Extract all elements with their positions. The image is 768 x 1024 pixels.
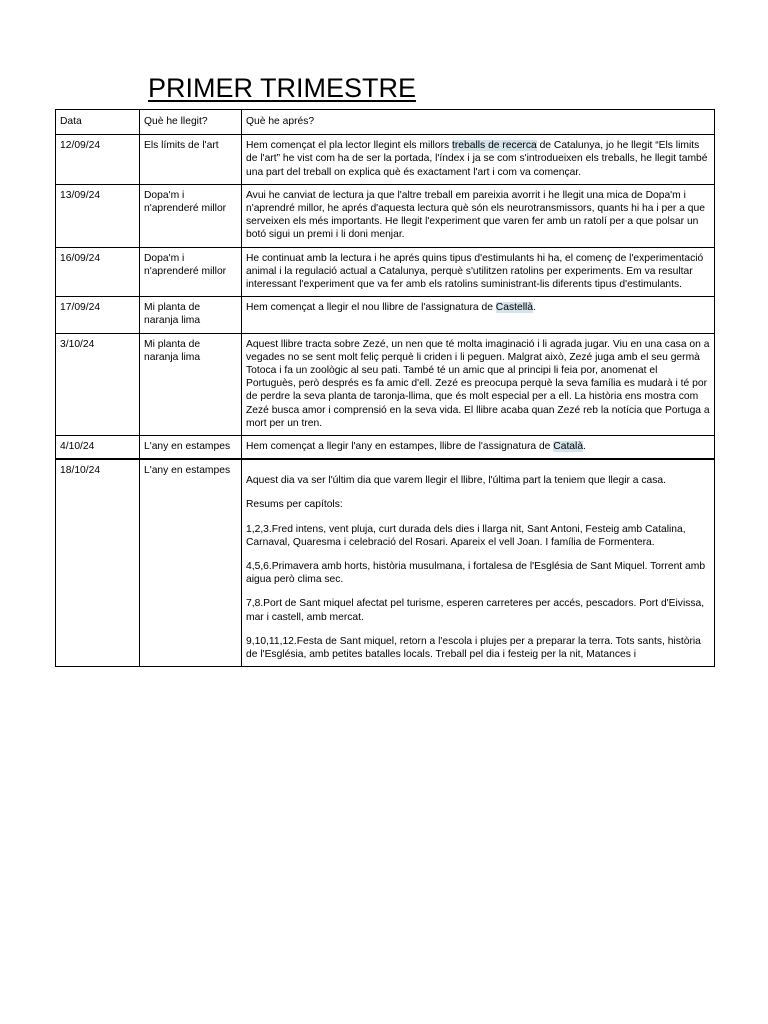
summary-paragraph: 9,10,11,12.Festa de Sant miquel, retorn a l'escola i plujes per a preparar la terra. Tots sants, història de l'Església, amb petites batalles locals. Treball pel dia i festeig per la nit, Matances i [246,635,701,661]
row-read: L'any en estampes [140,436,242,460]
table-row [56,459,715,667]
summary-paragraph: 7,8.Port de Sant miquel afectat pel turisme, esperen carreteres per accés, pescadors. Port d'Eivissa, mar i castell, amb mercat. [246,598,705,623]
table-row [56,247,715,297]
page-title: PRIMER TRIMESTRE [148,73,417,103]
summary-paragraph: Resums per capítols: [246,499,343,511]
row-learned: Hem començat a llegir el nou llibre de l'assignatura de Castellà. [242,297,715,333]
row-date: 16/09/24 [56,247,140,297]
highlighted-text: Català [553,441,584,453]
highlighted-text: Castellà [495,302,533,314]
summary-paragraph: 4,5,6.Primavera amb horts, història musulmana, i fortalesa de l'Església de Sant Miquel. Torrent amb aigua però clima sec. [246,561,706,586]
header-date: Data [56,110,140,135]
table-row [56,297,715,333]
row-read: Mi planta de naranja lima [140,297,242,333]
summary-paragraph: 1,2,3.Fred intens, vent pluja, curt durada dels dies i llarga nit, Sant Antoni, Festeig amb Catalina, Carnaval, Quaresma i celebració del Rosari. Apareix el vell Joan. I família de Formentera. [246,523,686,548]
row-learned: Avui he canviat de lectura ja que l'altre treball em pareixia avorrit i he llegit una mica de Dopa'm i n'aprendré millor, he aprés d'aquesta lectura què són els neurotransmissors, quants hi ha i per a que serveixen els més importants. He llegit l'experiment que varen fer amb un ratolí per a que polsar un botó sigui un premi i li doni menjar. [242,184,715,247]
row-date: 13/09/24 [56,184,140,247]
highlighted-text: treballs de recerca [452,140,537,152]
row-date: 4/10/24 [56,436,140,460]
row-read: Dopa'm i n'aprenderé millor [140,184,242,247]
row-date: 18/10/24 [56,459,140,667]
header-read: Què he llegit? [140,110,242,135]
row-read: L'any en estampes [140,459,242,667]
row-read: Dopa'm i n'aprenderé millor [140,247,242,297]
table-row [56,135,715,185]
table-row [56,436,715,460]
row-date: 12/09/24 [56,135,140,185]
row-date: 17/09/24 [56,297,140,333]
table-row [56,184,715,247]
row-learned [242,459,715,667]
row-learned: He continuat amb la lectura i he aprés quins tipus d'estimulants hi ha, el començ de l'experimentació animal i la regulació actual a Catalunya, perquè s'utilitzen ratolins per experiments. Em va resultar interessant l'experiment que va fer amb els ratolins suministrant-lis diferents tipus d'estimulants. [242,247,715,297]
header-learned: Què he aprés? [242,110,715,135]
row-learned: Hem començat a llegir l'any en estampes, llibre de l'assignatura de Català. [242,436,715,460]
row-read: Mi planta de naranja lima [140,333,242,435]
summary-paragraph: Aquest dia va ser l'últim dia que varem llegir el llibre, l'última part la teniem que llegir a casa. [246,475,667,487]
row-read: Els límits de l'art [140,135,242,185]
table-row [56,333,715,435]
reading-log-table [55,109,715,667]
table-header-row [56,110,715,135]
row-learned: Hem començat el pla lector llegint els millors treballs de recerca de Catalunya, jo he llegit “Els limits de l'art” he vist com ha de ser la portada, l'índex i ja se com s'introdueixen els treballs, he llegit també una part del treball on explica què és exactament l'art i com va començar. [242,135,715,185]
row-date: 3/10/24 [56,333,140,435]
row-learned: Aquest llibre tracta sobre Zezé, un nen que té molta imaginació i li agrada jugar. Viu en una casa on a vegades no se sent molt feliç perquè li criden i li peguen. Malgrat això, Zezé juga amb el seu germà Totoca i fa un zoològic al seu pati. També té un amic que al principi li feia por, anomenat el Portuguès, però després es fa amic d'ell. Zezé es preocupa perquè la seva família es mudarà i té por de perdre la seva planta de taronja-llima, que és molt especial per a ell. La història ens mostra com Zezé busca amor i comprensió en la seva vida. El llibre acaba quan Zezé reb la notícia que Portuga a mort per un tren. [242,333,715,435]
